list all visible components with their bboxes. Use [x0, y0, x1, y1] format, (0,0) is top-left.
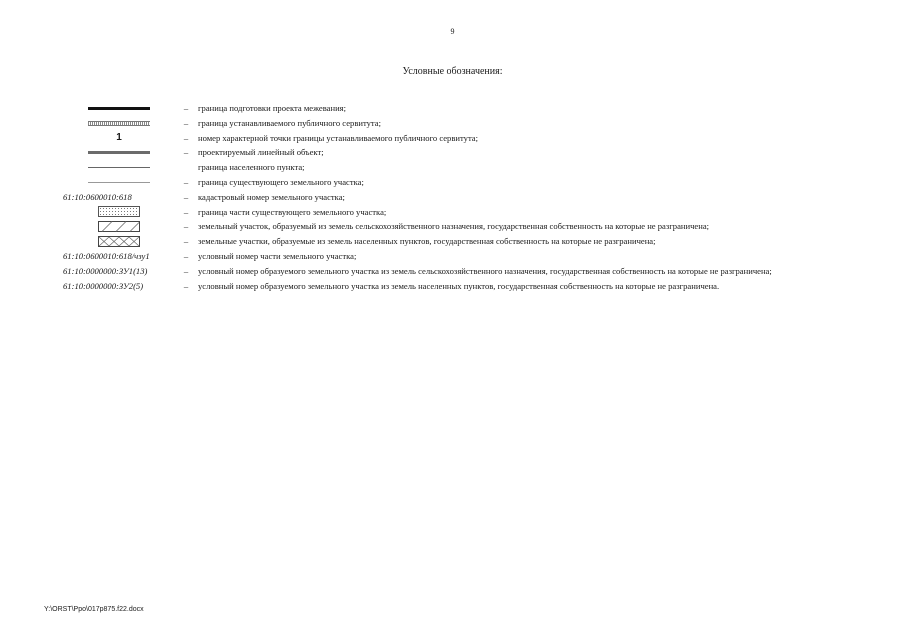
legend-symbol: 61:10:0000000:ЗУ2(5): [63, 280, 144, 291]
cross-hatch-box-icon: [98, 236, 140, 247]
legend-dash: –: [183, 191, 189, 202]
legend-row: [60, 264, 860, 279]
legend-dash: –: [183, 103, 189, 113]
legend-symbol: [60, 116, 178, 131]
thin-light-line-icon: [88, 182, 150, 183]
legend-row: [60, 279, 860, 294]
legend-description: граница существующего земельного участка;: [198, 176, 364, 187]
legend-row: [60, 249, 860, 264]
legend-dash: –: [183, 265, 189, 276]
thick-black-line-icon: [88, 107, 150, 110]
legend-dash: –: [183, 206, 189, 217]
footer-path: Y:\ORST\Ppo\017p875.f22.docx: [44, 606, 144, 613]
legend-description: граница устанавливаемого публичного сервитута;: [198, 117, 381, 128]
legend-row: [60, 205, 860, 220]
legend-symbol: [60, 219, 178, 234]
legend-title: Условные обозначения:: [402, 66, 503, 77]
legend-description: граница подготовки проекта межевания;: [198, 103, 347, 113]
legend-description: условный номер части земельного участка;: [198, 250, 357, 261]
legend-description: земельный участок, образуемый из земель сельскохозяйственного назначения, государственная собственность на которые не разграничена;: [198, 221, 710, 232]
thin-line-icon: [88, 167, 150, 168]
legend-symbol: 61:10:0600010:618: [63, 192, 132, 203]
legend-description: кадастровый номер земельного участка;: [198, 191, 345, 202]
legend-row: [60, 101, 860, 116]
legend-description: условный номер образуемого земельного участка из земель сельскохозяйственного назначения, государственная собственность на которые не разграничена;: [198, 265, 772, 276]
hatched-line-icon: [88, 121, 150, 126]
legend-row: [60, 116, 860, 131]
legend-row: [60, 234, 860, 249]
legend-dash: –: [183, 176, 189, 187]
legend-dash: –: [183, 117, 189, 128]
legend-row: [60, 160, 860, 175]
legend-dash: –: [183, 132, 189, 143]
legend-dash: –: [183, 236, 189, 247]
legend-description: граница населенного пункта;: [198, 162, 305, 173]
legend-dash: –: [183, 250, 189, 261]
legend-symbol: [60, 205, 178, 220]
legend-symbol: 61:10:0000000:ЗУ1(13): [63, 266, 148, 277]
legend-symbol: [60, 145, 178, 160]
dotted-box-icon: [98, 206, 140, 217]
legend-description: граница части существующего земельного участка;: [198, 206, 387, 217]
diagonal-hatch-box-icon: [98, 221, 140, 232]
legend-description: проектируемый линейный объект;: [198, 147, 324, 158]
legend-dash: –: [183, 147, 189, 158]
legend-row: [60, 145, 860, 160]
legend-symbol: [60, 131, 178, 146]
legend-description: земельные участки, образуемые из земель населенных пунктов, государственная собственность на которые не разграничена;: [198, 236, 656, 247]
number-label-icon: 1: [116, 131, 122, 143]
legend-row: [60, 131, 860, 146]
legend-symbol: [60, 234, 178, 249]
legend-dash: –: [183, 280, 189, 291]
legend-description: номер характерной точки границы устанавливаемого публичного сервитута;: [198, 132, 479, 143]
page-number: 9: [450, 27, 455, 36]
legend-row: [60, 219, 860, 234]
legend-list: [60, 101, 860, 293]
legend-symbol: 61:10:0600010:618/чзу1: [63, 251, 150, 262]
legend-description: условный номер образуемого земельного участка из земель населенных пунктов, государственная собственность на которые не разграничена.: [198, 280, 720, 291]
legend-symbol: [60, 101, 178, 116]
legend-dash: –: [183, 221, 189, 232]
legend-row: [60, 190, 860, 205]
gray-thick-line-icon: [88, 151, 150, 154]
legend-symbol: [60, 160, 178, 175]
legend-symbol: [60, 175, 178, 190]
legend-row: [60, 175, 860, 190]
